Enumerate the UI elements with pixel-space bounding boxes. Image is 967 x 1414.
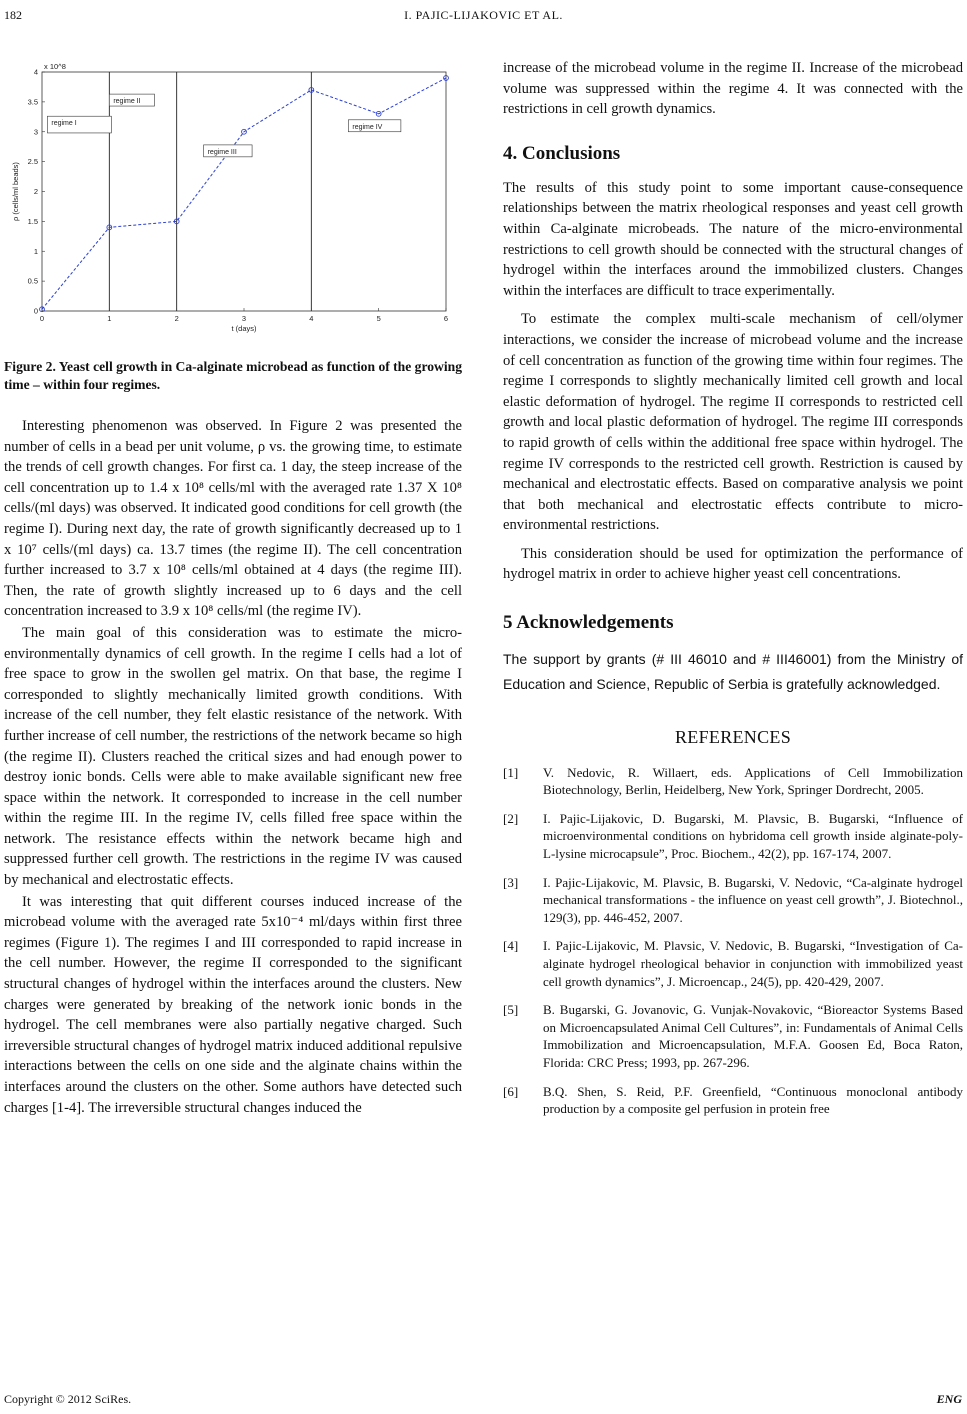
regime-label: regime II bbox=[113, 98, 141, 106]
x-tick-label: 1 bbox=[107, 314, 112, 323]
running-title: I. PAJIC-LIJAKOVIC ET AL. bbox=[404, 8, 563, 22]
paragraph: Interesting phenomenon was observed. In Figure 2 was presented the number of cells in a bead per unit volume, ρ vs. the growing time, to estimate the trends of cell growth changes. For first ca. 1 day, the steep increase of the cell concentration up to 1.4 x 10⁸ cells/ml with the averaged rate 1.37 X 10⁸ cells/(ml days) was observed. It indicated good conditions for cell growth (the regime I). During next day, the rate of growth significantly decreased up to 1 x 10⁷ cells/(ml days) ca. 13.7 times (the regime II). The cell concentration further increased to 3.7 x 10⁸ cells/ml obtained at 4 days (the regime III). Then, the rate of growth slightly increased up to 6 days and the cell concentration increased to 3.9 x 10⁸ cells/ml (the regime IV). bbox=[4, 418, 462, 620]
reference-number: [1] bbox=[503, 764, 519, 780]
y-axis-label: ρ (cells/ml beads) bbox=[11, 162, 20, 221]
copyright: Copyright © 2012 SciRes. bbox=[4, 1392, 132, 1406]
x-tick-label: 2 bbox=[174, 314, 179, 323]
acknowledgement-text: The support by grants (# III 46010 and # III46001) from the Ministry of Education and Science, Republic of Serbia is gratefully acknowledged. bbox=[503, 651, 963, 693]
reference-item bbox=[503, 810, 963, 863]
regime-label: regime IV bbox=[352, 123, 383, 131]
y-tick-label: 3.5 bbox=[27, 97, 38, 107]
reference-item bbox=[503, 937, 963, 990]
y-tick-label: 2.5 bbox=[27, 157, 38, 167]
reference-text: I. Pajic-Lijakovic, M. Plavsic, B. Bugarski, V. Nedovic, “Ca-alginate hydrogel mechanical transformations - the influence on yeast cell growth”, J. Biotechnol., 129(3), pp. 446-452, 2007. bbox=[543, 874, 963, 925]
paragraph: increase of the microbead volume in the regime II. Increase of the microbead volume was suppressed within the regime 4. It was connected with the restrictions in cell growth dynamics. bbox=[503, 60, 963, 118]
reference-number: [2] bbox=[503, 810, 519, 826]
x-tick-label: 4 bbox=[309, 314, 314, 323]
figure-caption: Figure 2. Yeast cell growth in Ca-alginate microbead as function of the growing time – within four regimes. bbox=[4, 359, 463, 392]
paragraph: To estimate the complex multi-scale mechanism of cell/olymer interactions, we consider the increase of microbead volume and the increase of cell concentration as function of the growing time within four regimes. The regime I corresponds to slightly mechanically limited cell growth and local elastic deformation of hydrogel. The regime II corresponds to restricted cell growth and local plastic deformation of hydrogel. The regime III corresponds to rapid growth of cells within the additional free space within hydrogel. The regime IV corresponds to the restricted cell growth. Restriction is caused by mechanical and electrostatic effects. Based on comparative analysis we point that both mechanical and electrostatic effects contribute to micro-environmental restrictions. bbox=[503, 311, 963, 534]
reference-number: [4] bbox=[503, 938, 519, 954]
reference-number: [3] bbox=[503, 874, 519, 890]
page-footer bbox=[4, 1392, 962, 1407]
y-tick-label: 3 bbox=[33, 127, 38, 137]
reference-text: V. Nedovic, R. Willaert, eds. Applications of Cell Immobilization Biotechnology, Berlin, Heidelberg, New York, Springer Dordrecht, 2005. bbox=[543, 764, 963, 798]
y-tick-label: 2 bbox=[33, 187, 38, 196]
reference-text: B.Q. Shen, S. Reid, P.F. Greenfield, “Continuous monoclonal antibody production by a composite gel perfusion in protein free bbox=[543, 1083, 963, 1117]
journal-abbr: ENG bbox=[936, 1392, 962, 1406]
y-tick-label: 0.5 bbox=[27, 276, 38, 286]
reference-text: I. Pajic-Lijakovic, D. Bugarski, M. Plavsic, B. Bugarski, “Influence of microenvironmental conditions on hybridoma cell growth inside alginate-poly-L-lysine microcapsule”, Proc. Biochem., 42(2), pp. 167-174, 2007. bbox=[543, 810, 963, 862]
figure-2 bbox=[4, 40, 462, 342]
plot-frame bbox=[42, 72, 446, 311]
paragraph: It was interesting that quit different courses induced increase of the microbead volume with the averaged rate 5x10⁻⁴ ml/days within first three regimes (Figure 1). The regimes I and III corresponded to rapid increase in the cell number. However, the regime II corresponded to the significant structural changes of hydrogel within the interfaces around the clusters. New charges were generated by breaking of the network ionic bonds in the hydrogel. The cell membranes were also partially negative charged. Such irreversible structural changes of hydrogel matrix induced additional repulsive interactions between the cells on one side and the alginate chains within the interfaces around the clusters on the other. Some authors have detected such charges [1-4]. The irreversible structural changes induced the bbox=[4, 893, 462, 1116]
x-tick-label: 0 bbox=[39, 314, 45, 323]
page-header bbox=[0, 8, 967, 28]
reference-text: B. Bugarski, G. Jovanovic, G. Vunjak-Novakovic, “Bioreactor Systems Based on Microencapsulated Animal Cell Cultures”, in: Fundamentals of Animal Cells Immobilization and Microencapsulation, M.F.A. Goosen Ed, Boca Raton, Florida: CRC Press; 1993, pp. 267-296. bbox=[543, 1002, 963, 1070]
regime-label: regime III bbox=[207, 148, 237, 156]
reference-number: [5] bbox=[503, 1002, 519, 1018]
reference-item bbox=[503, 1083, 963, 1118]
reference-item bbox=[503, 764, 963, 799]
paragraph: The results of this study point to some important cause-consequence relationships between the matrix rheological responses and yeast cell growth within Ca-alginate microbeads. The nature of the micro-environmental restrictions to cell growth should be connected with the structural changes of hydrogel within the interfaces around the immobilized clusters. Changes within the interfaces are difficult to trace experimentally. bbox=[503, 179, 963, 299]
y-tick-label: 1 bbox=[33, 246, 38, 256]
acknowledgements-heading: 5 Acknowledgements bbox=[503, 612, 674, 634]
regime-label: regime I bbox=[51, 120, 77, 128]
reference-number: [6] bbox=[503, 1083, 519, 1099]
x-tick-label: 6 bbox=[443, 314, 449, 323]
y-multiplier: x 10^8 bbox=[44, 62, 66, 71]
y-tick-label: 4 bbox=[33, 67, 38, 77]
y-tick-label: 1.5 bbox=[27, 216, 38, 226]
reference-item bbox=[503, 1001, 963, 1071]
growth-chart bbox=[4, 40, 462, 342]
left-column bbox=[4, 40, 462, 1118]
conclusions-heading: 4. Conclusions bbox=[503, 142, 621, 164]
paragraph: This consideration should be used for optimization the performance of hydrogel matrix in order to achieve higher yeast cell concentrations. bbox=[503, 545, 963, 583]
reference-item bbox=[503, 874, 963, 927]
reference-text: I. Pajic-Lijakovic, M. Plavsic, V. Nedovic, B. Bugarski, “Investigation of Ca-alginate hydrogel rheological behavior in conjunction with immobilized yeast cell growth dynamics”, J. Microencap., 24(5), pp. 420-429, 2007. bbox=[543, 938, 963, 989]
right-column bbox=[503, 58, 963, 1129]
x-tick-label: 5 bbox=[376, 314, 381, 323]
references-heading: REFERENCES bbox=[674, 727, 792, 748]
y-tick-label: 0 bbox=[33, 306, 38, 316]
reference-list bbox=[503, 764, 963, 1118]
x-axis-label: t (days) bbox=[231, 324, 257, 333]
x-tick-label: 3 bbox=[241, 314, 247, 323]
page-number: 182 bbox=[4, 8, 22, 22]
paragraph: The main goal of this consideration was to estimate the micro-environmentally dynamics of cell growth. In the regime I cells had a lot of free space to grow in the swollen gel matrix. On that base, the regime I corresponded to slightly mechanically limited growth conditions. With increase of the cell number, they felt elastic resistance of the network. With further increase of cell number, the restrictions of the network became so high (the regime II). Clusters reached the critical sizes and had enough power to destroy ionic bonds. Cells were able to make available significant new free space within the network. It corresponded to increase in the cell number within the regime III. In the regime IV, cells filled free space within the network. The resistance effects within the network became high and suppressed further cell growth. The restrictions in the regime IV was caused by mechanical and electrostatic effects. bbox=[4, 624, 462, 889]
